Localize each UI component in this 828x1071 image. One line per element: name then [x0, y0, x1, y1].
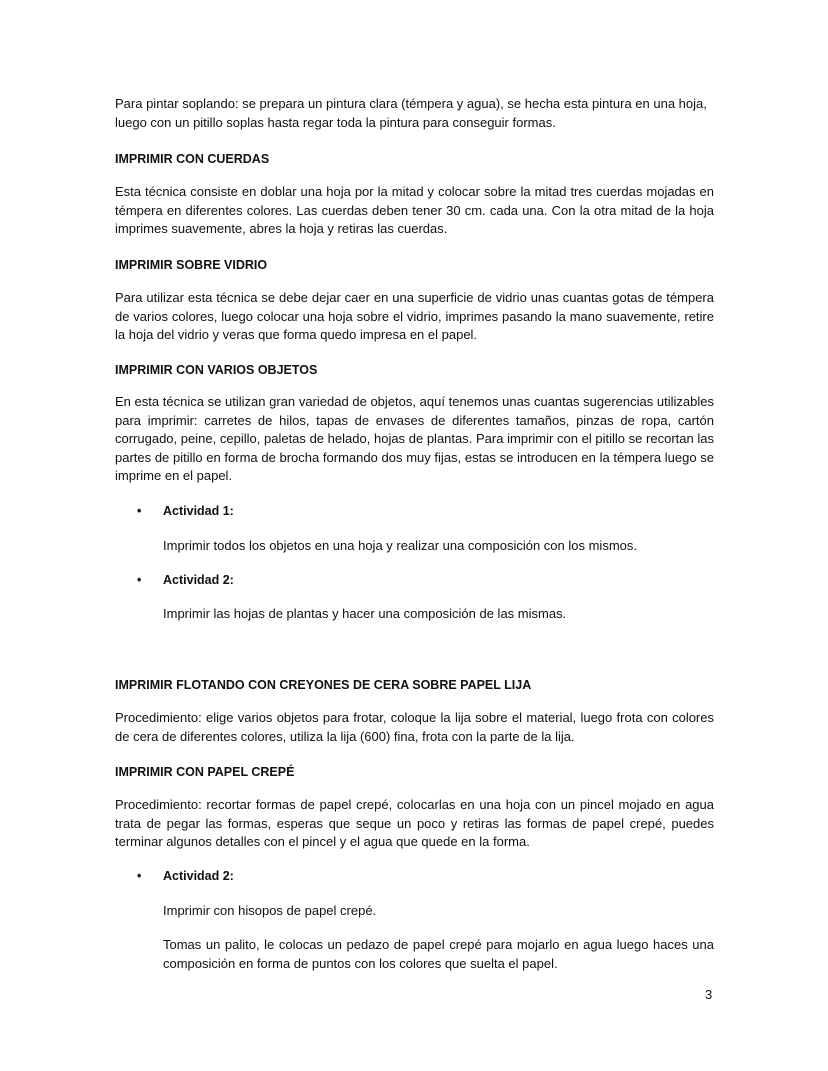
vidrio-paragraph: Para utilizar esta técnica se debe dejar caer en una superficie de vidrio unas cuantas gotas de témpera de varios colores, luego colocar una hoja sobre el vidrio, imprimes pasando la mano suavemente, retire la hoja del vidrio y veras que forma quedo impresa en el papel.	[115, 290, 714, 342]
section-heading-crepe: IMPRIMIR CON PAPEL CREPÉ	[115, 765, 295, 779]
activity-2b-text-1: Imprimir con hisopos de papel crepé.	[163, 903, 377, 918]
section-heading-vidrio: IMPRIMIR SOBRE VIDRIO	[115, 258, 268, 272]
bullet-icon: •	[137, 869, 142, 883]
section-heading-objetos: IMPRIMIR CON VARIOS OBJETOS	[115, 363, 318, 377]
crepe-paragraph: Procedimiento: recortar formas de papel crepé, colocarlas en una hoja con un pincel mojado en agua trata de pegar las formas, esperas que seque un poco y retiras las formas de papel crepé, puedes terminar algunos detalles con el pincel y el agua que quede en la forma.	[115, 797, 714, 849]
intro-paragraph: Para pintar soplando: se prepara un pintura clara (témpera y agua), se hecha esta pintura en una hoja, luego con un pitillo soplas hasta regar toda la pintura para conseguir formas.	[115, 96, 707, 130]
activity-1-label: Actividad 1:	[163, 504, 234, 518]
document-page	[115, 0, 714, 1071]
section-heading-cuerdas: IMPRIMIR CON CUERDAS	[115, 152, 270, 166]
activity-2b-text-2: Tomas un palito, le colocas un pedazo de papel crepé para mojarlo en agua luego haces una composición en forma de puntos con los colores que suelta el papel.	[163, 937, 714, 971]
bullet-icon: •	[137, 573, 142, 587]
lija-paragraph: Procedimiento: elige varios objetos para frotar, coloque la lija sobre el material, luego frota con colores de cera de diferentes colores, utiliza la lija (600) fina, frota con la parte de la lija.	[115, 710, 714, 744]
section-heading-lija: IMPRIMIR FLOTANDO CON CREYONES DE CERA SOBRE PAPEL LIJA	[115, 678, 532, 692]
activity-1-text: Imprimir todos los objetos en una hoja y realizar una composición con los mismos.	[163, 538, 637, 553]
page-number: 3	[705, 987, 713, 1002]
objetos-paragraph: En esta técnica se utilizan gran variedad de objetos, aquí tenemos unas cuantas sugerencias utilizables para imprimir: carretes de hilos, tapas de envases de diferentes tamaños, pinzas de ropa, cartón corrugado, peine, cepillo, paletas de helado, hojas de plantas. Para imprimir con el pitillo se recortan las partes de pitillo en forma de brocha formando dos muy fijas, estas se introducen en la témpera luego se imprime en el papel.	[115, 394, 714, 483]
activity-2-label: Actividad 2:	[163, 573, 234, 587]
bullet-icon: •	[137, 504, 142, 518]
cuerdas-paragraph: Esta técnica consiste en doblar una hoja por la mitad y colocar sobre la mitad tres cuerdas mojadas en témpera en diferentes colores. Las cuerdas deben tener 30 cm. cada una. Con la otra mitad de la hoja imprimes suavemente, abres la hoja y retiras las cuerdas.	[115, 184, 714, 236]
activity-2-text: Imprimir las hojas de plantas y hacer una composición de las mismas.	[163, 606, 567, 621]
activity-2b-label: Actividad 2:	[163, 869, 234, 883]
